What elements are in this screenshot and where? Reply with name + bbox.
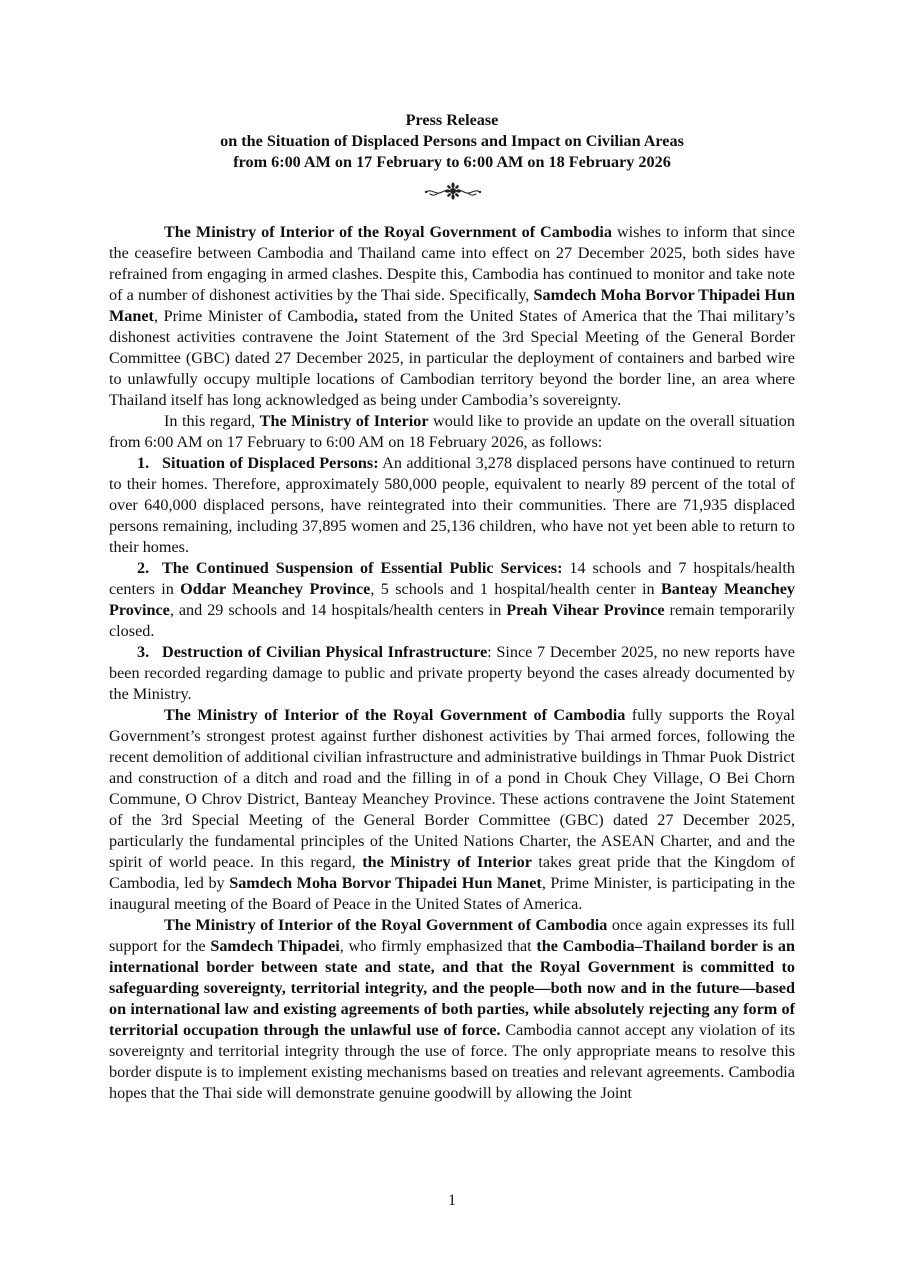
- page-number: 1: [448, 1192, 456, 1209]
- paragraph-support: The Ministry of Interior of the Royal Government of Cambodia once again expresses its full support for the Samdech Thipadei, who firmly emphasized that the Cambodia–Thailand border is an international border between state and state, and that the Royal Government is committed to safeguarding sovereignty, territorial integrity, and the people—both now and in the future—based on international law and existing agreements of both parties, while absolutely rejecting any form of territorial occupation through the unlawful use of force. Cambodia cannot accept any violation of its sovereignty and territorial integrity through the use of force. The only appropriate means to resolve this border dispute is to implement existing mechanisms based on treaties and relevant agreements. Cambodia hopes that the Thai side will demonstrate genuine goodwill by allowing the Joint: [109, 916, 795, 1102]
- title-line-3: from 6:00 AM on 17 February to 6:00 AM on 18 February 2026: [233, 153, 671, 171]
- floral-divider-icon: [424, 182, 482, 200]
- press-release-title: [0, 110, 904, 173]
- press-release-body: [109, 222, 795, 1104]
- list-item-infrastructure: 3. Destruction of Civilian Physical Infrastructure: Since 7 December 2025, no new reports have been recorded regarding damage to public and private property beyond the cases already documented by the Ministry.: [109, 643, 795, 703]
- list-item-public-services: 2. The Continued Suspension of Essential Public Services: 14 schools and 7 hospitals/health centers in Oddar Meanchey Province, 5 schools and 1 hospital/health center in Banteay Meanchey Province, and 29 schools and 14 hospitals/health centers in Preah Vihear Province remain temporarily closed.: [109, 559, 795, 640]
- paragraph-update: In this regard, The Ministry of Interior would like to provide an update on the overall situation from 6:00 AM on 17 February to 6:00 AM on 18 February 2026, as follows:: [109, 412, 795, 451]
- paragraph-intro: The Ministry of Interior of the Royal Government of Cambodia wishes to inform that since the ceasefire between Cambodia and Thailand came into effect on 27 December 2025, both sides have refrained from engaging in armed clashes. Despite this, Cambodia has continued to monitor and take note of a number of dishonest activities by the Thai side. Specifically, Samdech Moha Borvor Thipadei Hun Manet, Prime Minister of Cambodia, stated from the United States of America that the Thai military’s dishonest activities contravene the Joint Statement of the 3rd Special Meeting of the General Border Committee (GBC) dated 27 December 2025, in particular the deployment of containers and barbed wire to unlawfully occupy multiple locations of Cambodian territory beyond the border line, an area where Thailand itself has long acknowledged as being under Cambodia’s sovereignty.: [109, 223, 796, 409]
- title-line-1: Press Release: [405, 111, 499, 129]
- paragraph-protest: The Ministry of Interior of the Royal Government of Cambodia fully supports the Royal Government’s strongest protest against further dishonest activities by Thai armed forces, following the recent demolition of additional civilian infrastructure and administrative buildings in Thmar Puok District and construction of a ditch and road and the filling in of a pond in Chouk Chey Village, O Bei Chorn Commune, O Chrov District, Banteay Meanchey Province. These actions contravene the Joint Statement of the 3rd Special Meeting of the General Border Committee (GBC) dated 27 December 2025, particularly the fundamental principles of the United Nations Charter, the ASEAN Charter, and and the spirit of world peace. In this regard, the Ministry of Interior takes great pride that the Kingdom of Cambodia, led by Samdech Moha Borvor Thipadei Hun Manet, Prime Minister, is participating in the inaugural meeting of the Board of Peace in the United States of America.: [109, 706, 796, 913]
- title-line-2: on the Situation of Displaced Persons and Impact on Civilian Areas: [220, 132, 684, 150]
- list-item-displaced-persons: 1. Situation of Displaced Persons: An additional 3,278 displaced persons have continued to return to their homes. Therefore, approximately 580,000 people, equivalent to nearly 89 percent of the total of over 640,000 displaced persons, have reintegrated into their communities. There are 71,935 displaced persons remaining, including 37,895 women and 25,136 children, who have not yet been able to return to their homes.: [109, 454, 795, 556]
